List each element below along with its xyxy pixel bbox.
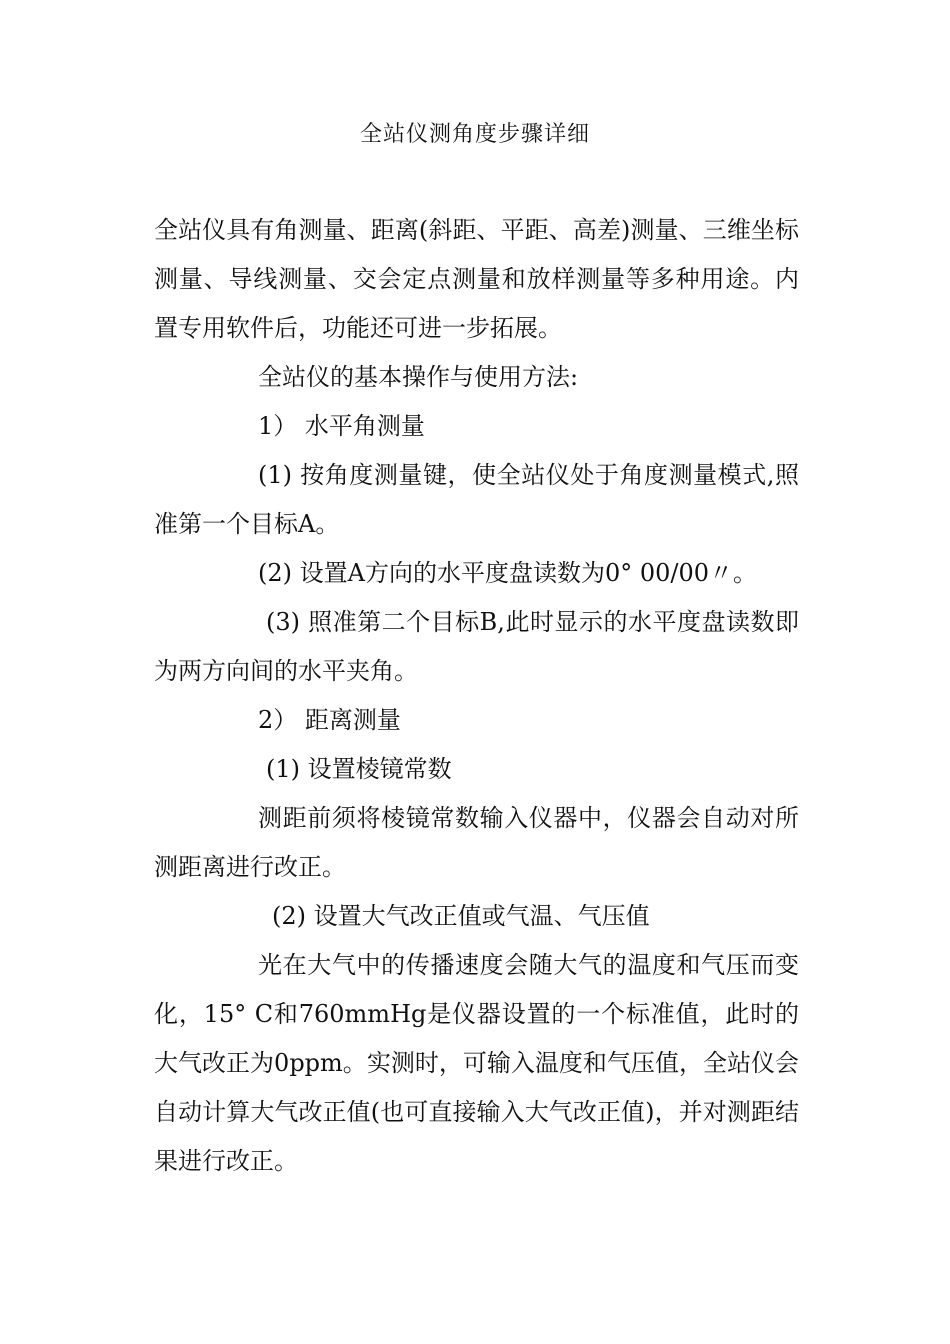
step-distance-1: (1) 设置棱镜常数	[266, 755, 452, 783]
document-body	[154, 206, 799, 1186]
atmospheric-correction-paragraph: 光在大气中的传播速度会随大气的温度和气压而变化，15° C和760mmHg是仪器设置的一个标准值，此时的大气改正为0ppm。实测时，可输入温度和气压值，全站仪会自动计算大气改正值(也可直接输入大气改正值)，并对测距结果进行改正。	[154, 951, 799, 1175]
step-angle-3: (3) 照准第二个目标B,此时显示的水平度盘读数即为两方向间的水平夹角。	[154, 608, 799, 685]
section-distance-heading: 2） 距离测量	[258, 706, 401, 734]
intro-paragraph: 全站仪具有角测量、距离(斜距、平距、高差)测量、三维坐标测量、导线测量、交会定点测量和放样测量等多种用途。内置专用软件后，功能还可进一步拓展。	[154, 216, 799, 342]
prism-constant-paragraph: 测距前须将棱镜常数输入仪器中，仪器会自动对所测距离进行改正。	[154, 804, 799, 881]
document-title: 全站仪测角度步骤详细	[359, 122, 590, 147]
step-distance-2: (2) 设置大气改正值或气温、气压值	[272, 902, 650, 930]
step-angle-1: (1) 按角度测量键，使全站仪处于角度测量模式,照准第一个目标A。	[154, 461, 799, 538]
step-angle-2: (2) 设置A方向的水平度盘读数为0° 00/00〃。	[258, 559, 758, 587]
basic-operation-heading: 全站仪的基本操作与使用方法:	[258, 363, 579, 391]
section-horizontal-angle-heading: 1） 水平角测量	[258, 412, 425, 440]
